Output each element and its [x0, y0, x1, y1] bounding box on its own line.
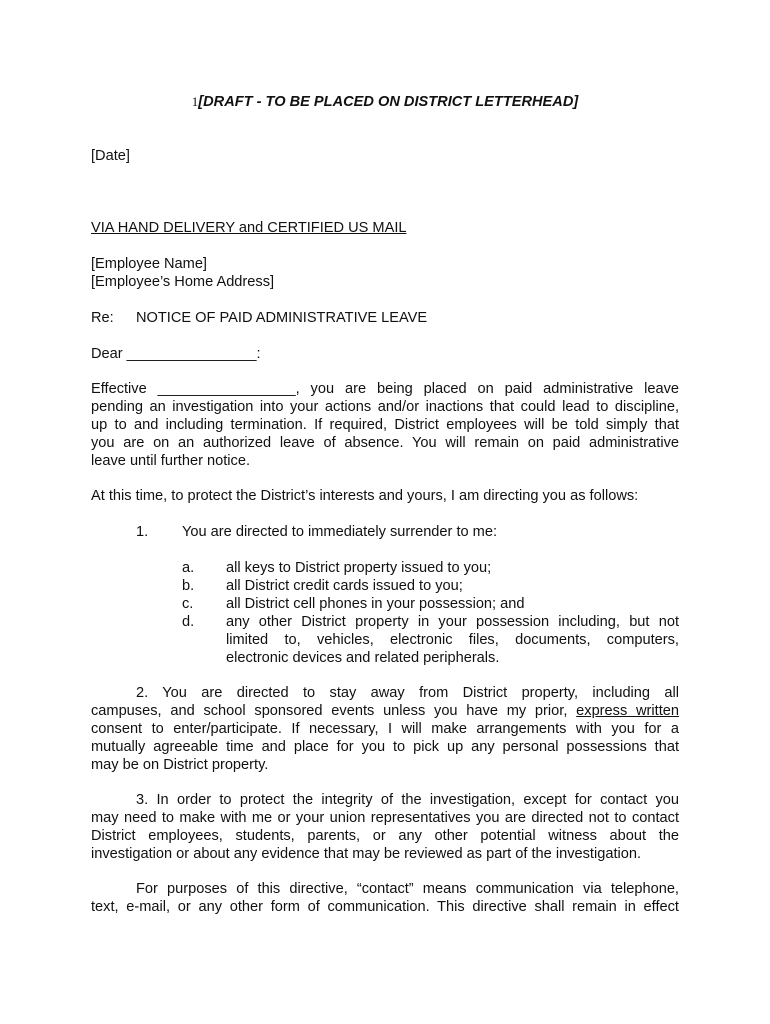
subitem-d-line: limited to, vehicles, electronic files, documents, computers, — [226, 632, 679, 648]
subitem-text: all keys to District property issued to you; — [226, 560, 492, 576]
directive-intro: At this time, to protect the District’s interests and yours, I am directing you as follows: — [91, 488, 639, 504]
item2-line: 2. You are directed to stay away from District property, including all — [136, 685, 679, 701]
item2-line: may be on District property. — [91, 757, 269, 773]
intro-line: you are on an authorized leave of absence. You will remain on paid administrative — [91, 435, 679, 451]
subitem-text: all District credit cards issued to you; — [226, 578, 463, 594]
item2-line: consent to enter/participate. If necessary, I will make arrangements with you for a — [91, 721, 679, 737]
page-header — [0, 93, 770, 111]
subitem-letter: a. — [182, 560, 195, 576]
contact-paragraph — [91, 880, 679, 916]
express-written: express written — [576, 703, 680, 719]
subitem-text: all District cell phones in your possession; and — [226, 596, 525, 612]
item2-line — [91, 702, 679, 720]
item2-paragraph — [91, 684, 679, 774]
subitem-letter: b. — [182, 578, 195, 594]
contact-line: For purposes of this directive, “contact” means communication via telephone, — [136, 881, 679, 897]
intro-line: Effective _________________, you are being placed on paid administrative leave — [91, 381, 679, 397]
recipient-address: [Employee’s Home Address] — [91, 274, 275, 290]
subitem-d-line: electronic devices and related peripherals. — [226, 650, 500, 666]
item3-line: 3. In order to protect the integrity of the investigation, except for contact you — [136, 792, 679, 808]
header-title: [DRAFT - TO BE PLACED ON DISTRICT LETTERHEAD] — [198, 94, 579, 110]
re-subject: NOTICE OF PAID ADMINISTRATIVE LEAVE — [136, 310, 428, 326]
intro-line: leave until further notice. — [91, 453, 250, 469]
intro-line: pending an investigation into your actions and/or inactions that could lead to discipline, — [91, 399, 679, 415]
item3-line: may need to make with me or your union representatives you are directed not to contact — [91, 810, 679, 826]
item2-line: mutually agreeable time and place for you to pick up any personal possessions that — [91, 739, 679, 755]
intro-paragraph — [91, 380, 679, 470]
subitem-d-text — [226, 613, 679, 667]
item1-number: 1. — [136, 524, 149, 540]
item3-line: District employees, students, parents, or any other potential witness about the — [91, 828, 679, 844]
salutation: Dear ________________: — [91, 346, 261, 362]
intro-line: up to and including termination. If required, District employees will be told simply that — [91, 417, 679, 433]
recipient-name: [Employee Name] — [91, 256, 207, 272]
re-label: Re: — [91, 310, 114, 326]
item3-line: investigation or about any evidence that may be reviewed as part of the investigation. — [91, 846, 642, 862]
contact-line: text, e-mail, or any other form of communication. This directive shall remain in effect — [91, 899, 679, 915]
subitem-d-line: any other District property in your possession including, but not — [226, 614, 679, 630]
subitem-d-letter: d. — [182, 614, 195, 630]
subitem-letter: c. — [182, 596, 194, 612]
item3-paragraph — [91, 791, 679, 863]
item1-text: You are directed to immediately surrender to me: — [182, 524, 498, 540]
date-placeholder: [Date] — [91, 148, 130, 164]
footnote-mark: 1 — [191, 94, 199, 109]
delivery-method: VIA HAND DELIVERY and CERTIFIED US MAIL — [91, 220, 407, 236]
item2-line2-text: campuses, and school sponsored events unless you have my prior, — [91, 703, 577, 719]
